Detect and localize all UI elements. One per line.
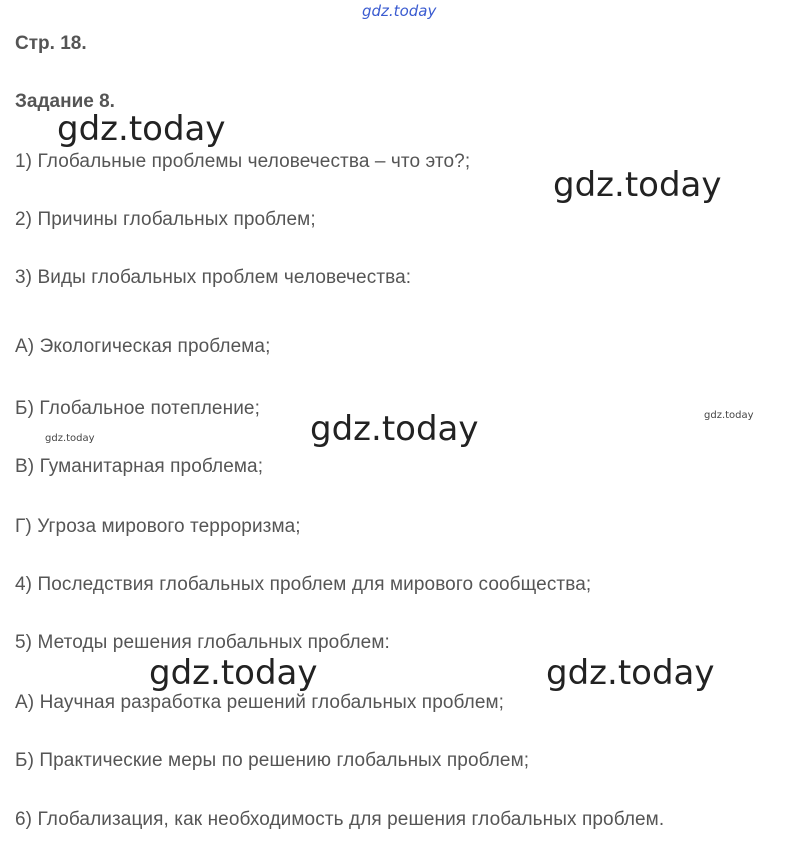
outline-item-1: 1) Глобальные проблемы человечества – что это?;: [15, 151, 471, 172]
outline-item-5b: Б) Практические меры по решению глобальных проблем;: [15, 750, 530, 771]
outline-item-3d: Г) Угроза мирового терроризма;: [15, 516, 301, 537]
outline-item-5a: А) Научная разработка решений глобальных проблем;: [15, 692, 505, 713]
watermark-small-right: gdz.today: [704, 410, 754, 421]
watermark-small-left: gdz.today: [45, 433, 95, 444]
watermark-top: gdz.today: [362, 2, 437, 20]
outline-item-3: 3) Виды глобальных проблем человечества:: [15, 267, 412, 288]
watermark-3: gdz.today: [310, 409, 479, 449]
outline-item-6: 6) Глобализация, как необходимость для решения глобальных проблем.: [15, 809, 665, 830]
watermark-1: gdz.today: [57, 109, 226, 149]
outline-item-4: 4) Последствия глобальных проблем для мирового сообщества;: [15, 574, 592, 595]
outline-item-3a: А) Экологическая проблема;: [15, 336, 271, 357]
watermark-4: gdz.today: [149, 653, 318, 693]
watermark-2: gdz.today: [553, 165, 722, 205]
page-reference: Стр. 18.: [15, 33, 87, 54]
outline-item-3c: В) Гуманитарная проблема;: [15, 456, 264, 477]
task-title: Задание 8.: [15, 91, 115, 112]
outline-item-2: 2) Причины глобальных проблем;: [15, 209, 316, 230]
outline-item-5: 5) Методы решения глобальных проблем:: [15, 632, 390, 653]
watermark-5: gdz.today: [546, 653, 715, 693]
outline-item-3b: Б) Глобальное потепление;: [15, 398, 260, 419]
